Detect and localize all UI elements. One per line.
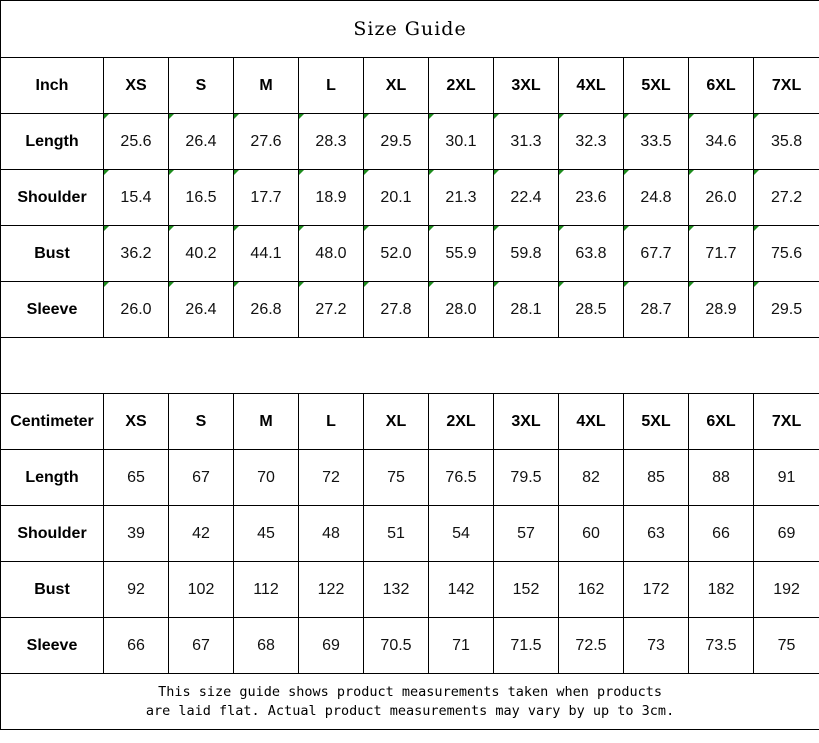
measurement-value: 16.5	[169, 170, 234, 226]
size-header: 2XL	[429, 58, 494, 114]
size-header: 6XL	[689, 394, 754, 450]
measurement-value: 32.3	[559, 114, 624, 170]
measurement-value: 57	[494, 506, 559, 562]
measurement-value: 44.1	[234, 226, 299, 282]
measurement-value: 33.5	[624, 114, 689, 170]
size-header: 5XL	[624, 394, 689, 450]
measurement-value: 29.5	[364, 114, 429, 170]
measurement-value: 48.0	[299, 226, 364, 282]
inch-unit-label: Inch	[1, 58, 104, 114]
inch-header-row	[1, 58, 819, 114]
measurement-value: 75.6	[754, 226, 819, 282]
measurement-value: 39	[104, 506, 169, 562]
measurement-label: Sleeve	[1, 282, 104, 338]
measurement-value: 40.2	[169, 226, 234, 282]
table-row	[1, 450, 819, 506]
title-row	[1, 1, 819, 58]
note-row	[1, 674, 819, 730]
measurement-value: 91	[754, 450, 819, 506]
size-header: 7XL	[754, 58, 819, 114]
table-row	[1, 114, 819, 170]
measurement-value: 65	[104, 450, 169, 506]
note-line-2: are laid flat. Actual product measurements may vary by up to 3cm.	[145, 702, 675, 719]
measurement-value: 67.7	[624, 226, 689, 282]
measurement-value: 92	[104, 562, 169, 618]
measurement-value: 30.1	[429, 114, 494, 170]
measurement-value: 35.8	[754, 114, 819, 170]
measurement-label: Shoulder	[1, 506, 104, 562]
measurement-value: 85	[624, 450, 689, 506]
size-header: 3XL	[494, 394, 559, 450]
table-row	[1, 282, 819, 338]
measurement-label: Sleeve	[1, 618, 104, 674]
measurement-value: 26.0	[689, 170, 754, 226]
measurement-value: 59.8	[494, 226, 559, 282]
measurement-value: 25.6	[104, 114, 169, 170]
measurement-value: 172	[624, 562, 689, 618]
measurement-value: 34.6	[689, 114, 754, 170]
spacer-row	[1, 338, 819, 394]
cm-unit-label: Centimeter	[1, 394, 104, 450]
measurement-value: 17.7	[234, 170, 299, 226]
size-header: S	[169, 58, 234, 114]
measurement-value: 23.6	[559, 170, 624, 226]
measurement-value: 70.5	[364, 618, 429, 674]
measurement-value: 82	[559, 450, 624, 506]
measurement-value: 29.5	[754, 282, 819, 338]
size-header: 7XL	[754, 394, 819, 450]
measurement-label: Bust	[1, 226, 104, 282]
measurement-value: 52.0	[364, 226, 429, 282]
measurement-label: Bust	[1, 562, 104, 618]
measurement-value: 28.1	[494, 282, 559, 338]
measurement-value: 28.0	[429, 282, 494, 338]
measurement-value: 66	[689, 506, 754, 562]
measurement-value: 27.2	[754, 170, 819, 226]
size-header: M	[234, 58, 299, 114]
measurement-value: 27.2	[299, 282, 364, 338]
measurement-value: 63.8	[559, 226, 624, 282]
disclaimer-note	[1, 674, 819, 730]
table-row	[1, 226, 819, 282]
measurement-value: 27.8	[364, 282, 429, 338]
measurement-value: 79.5	[494, 450, 559, 506]
measurement-value: 60	[559, 506, 624, 562]
table-row	[1, 506, 819, 562]
measurement-value: 18.9	[299, 170, 364, 226]
measurement-value: 75	[364, 450, 429, 506]
measurement-value: 26.8	[234, 282, 299, 338]
measurement-value: 72.5	[559, 618, 624, 674]
measurement-value: 24.8	[624, 170, 689, 226]
size-header: 2XL	[429, 394, 494, 450]
measurement-value: 102	[169, 562, 234, 618]
cm-header-row	[1, 394, 819, 450]
measurement-value: 67	[169, 618, 234, 674]
measurement-value: 20.1	[364, 170, 429, 226]
measurement-value: 26.4	[169, 282, 234, 338]
size-header: XL	[364, 394, 429, 450]
note-line-1: This size guide shows product measurements taken when products	[158, 683, 663, 700]
measurement-value: 26.4	[169, 114, 234, 170]
measurement-value: 66	[104, 618, 169, 674]
measurement-value: 142	[429, 562, 494, 618]
measurement-value: 112	[234, 562, 299, 618]
measurement-value: 132	[364, 562, 429, 618]
measurement-value: 28.5	[559, 282, 624, 338]
measurement-value: 26.0	[104, 282, 169, 338]
measurement-value: 73.5	[689, 618, 754, 674]
size-header: 4XL	[559, 58, 624, 114]
measurement-value: 88	[689, 450, 754, 506]
measurement-value: 67	[169, 450, 234, 506]
measurement-value: 15.4	[104, 170, 169, 226]
measurement-value: 48	[299, 506, 364, 562]
measurement-value: 73	[624, 618, 689, 674]
measurement-value: 28.7	[624, 282, 689, 338]
measurement-value: 76.5	[429, 450, 494, 506]
measurement-value: 63	[624, 506, 689, 562]
size-header: 4XL	[559, 394, 624, 450]
size-header: L	[299, 394, 364, 450]
measurement-label: Length	[1, 450, 104, 506]
measurement-value: 192	[754, 562, 819, 618]
measurement-value: 75	[754, 618, 819, 674]
size-header: S	[169, 394, 234, 450]
measurement-value: 182	[689, 562, 754, 618]
measurement-value: 68	[234, 618, 299, 674]
measurement-value: 122	[299, 562, 364, 618]
table-row	[1, 562, 819, 618]
measurement-value: 21.3	[429, 170, 494, 226]
measurement-value: 22.4	[494, 170, 559, 226]
measurement-value: 31.3	[494, 114, 559, 170]
measurement-value: 42	[169, 506, 234, 562]
size-header: 3XL	[494, 58, 559, 114]
measurement-value: 27.6	[234, 114, 299, 170]
measurement-value: 71.7	[689, 226, 754, 282]
table-row	[1, 618, 819, 674]
measurement-label: Length	[1, 114, 104, 170]
table-row	[1, 170, 819, 226]
measurement-value: 71.5	[494, 618, 559, 674]
size-header: XS	[104, 58, 169, 114]
measurement-value: 152	[494, 562, 559, 618]
measurement-value: 69	[299, 618, 364, 674]
measurement-value: 28.9	[689, 282, 754, 338]
measurement-value: 36.2	[104, 226, 169, 282]
measurement-label: Shoulder	[1, 170, 104, 226]
measurement-value: 70	[234, 450, 299, 506]
size-header: 6XL	[689, 58, 754, 114]
measurement-value: 55.9	[429, 226, 494, 282]
size-header: XL	[364, 58, 429, 114]
page-title: Size Guide	[1, 1, 819, 58]
size-header: L	[299, 58, 364, 114]
measurement-value: 51	[364, 506, 429, 562]
measurement-value: 54	[429, 506, 494, 562]
measurement-value: 71	[429, 618, 494, 674]
measurement-value: 72	[299, 450, 364, 506]
size-header: 5XL	[624, 58, 689, 114]
spacer-cell	[1, 338, 819, 394]
size-header: XS	[104, 394, 169, 450]
measurement-value: 162	[559, 562, 624, 618]
measurement-value: 69	[754, 506, 819, 562]
measurement-value: 28.3	[299, 114, 364, 170]
size-header: M	[234, 394, 299, 450]
measurement-value: 45	[234, 506, 299, 562]
